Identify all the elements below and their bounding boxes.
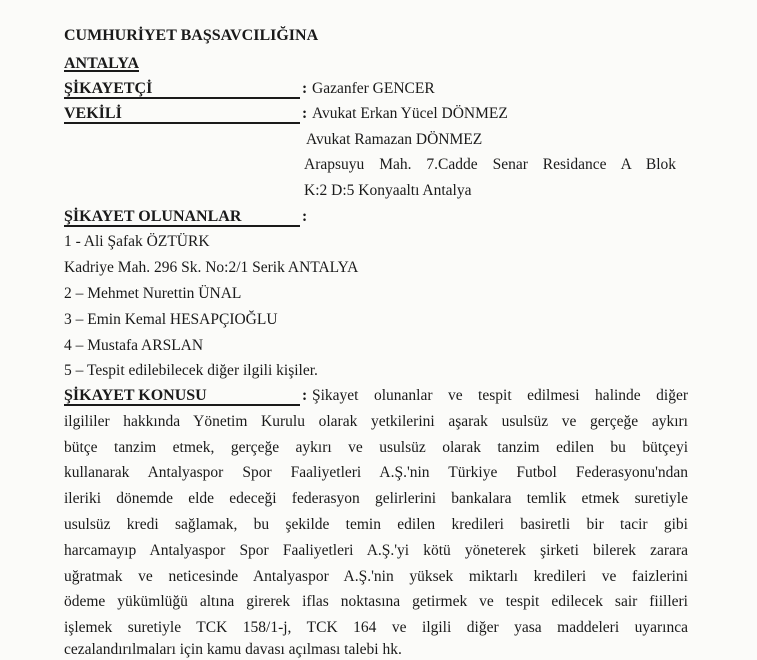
subject-line-6: usulsüz kredi sağlamak, bu şekilde temin edilen kredileri basiretli bir tacir gibi (64, 516, 688, 533)
accused-label: ŞİKAYET OLUNANLAR (64, 208, 242, 225)
subject-colon: : (302, 387, 308, 404)
office-heading: CUMHURİYET BAŞSAVCILIĞINA (64, 27, 319, 44)
subject-line-11: cezalandırılmaları için kamu davası açılması talebi hk. (64, 641, 402, 658)
subject-line-3: bütçe tanzim etmek, gerçeğe aykırı ve usulsüz olarak tanzim edilen bu bütçeyi (64, 439, 688, 456)
accused-colon: : (302, 208, 308, 225)
accused-item-1-address: Kadriye Mah. 296 Sk. No:2/1 Serik ANTALYA (64, 259, 359, 276)
subject-line-5: ileriki dönemde elde edeceği federasyon gelirlerini bankalara temlik etmek suretiyle (64, 490, 688, 507)
attorney-name-1: Avukat Erkan Yücel DÖNMEZ (312, 105, 508, 122)
complainant-label-underline (64, 97, 300, 99)
accused-label-underline (64, 225, 300, 227)
accused-item-1: 1 - Ali Şafak ÖZTÜRK (64, 233, 210, 250)
subject-label: ŞİKAYET KONUSU (64, 387, 207, 404)
subject-line-1: Şikayet olunanlar ve tespit edilmesi halinde diğer (312, 387, 688, 404)
subject-line-9: ödeme yükümlüğü altına girerek iflas noktasına getirmek ve tespit edilecek sair fiilleri (64, 593, 688, 610)
city-heading: ANTALYA (64, 55, 139, 72)
attorney-label: VEKİLİ (64, 105, 122, 122)
subject-line-7: harcamayıp Antalyaspor Spor Faaliyetleri A.Ş.'yi kötü yöneterek şirketi bilerek zarara (64, 542, 688, 559)
attorney-colon: : (302, 105, 308, 122)
subject-line-10: işlemek suretiyle TCK 158/1-j, TCK 164 ve ilgili diğer yasa maddeleri uyarınca (64, 619, 688, 636)
complainant-label: ŞİKAYETÇİ (64, 80, 153, 97)
subject-line-8: uğratmak ve neticesinde Antalyaspor A.Ş.'nin yüksek miktarlı kredileri ve faizlerini (64, 568, 688, 585)
complainant-colon: : (302, 80, 308, 97)
accused-item-5: 5 – Tespit edilebilecek diğer ilgili kişiler. (64, 362, 318, 379)
subject-label-underline (64, 404, 300, 406)
attorney-name-2: Avukat Ramazan DÖNMEZ (306, 131, 483, 148)
accused-item-4: 4 – Mustafa ARSLAN (64, 337, 204, 354)
complainant-name: Gazanfer GENCER (312, 80, 435, 97)
attorney-address-1: Arapsuyu Mah. 7.Cadde Senar Residance A Blok (304, 156, 676, 173)
subject-line-2: ilgililer hakkında Yönetim Kurulu olarak yetkilerini aşarak usulsüz ve gerçeğe aykırı (64, 413, 688, 430)
accused-item-3: 3 – Emin Kemal HESAPÇIOĞLU (64, 311, 278, 328)
attorney-label-underline (64, 122, 300, 124)
accused-item-2: 2 – Mehmet Nurettin ÜNAL (64, 285, 242, 302)
subject-line-4: kullanarak Antalyaspor Spor Faaliyetleri A.Ş.'nin Türkiye Futbol Federasyonu'ndan (64, 464, 688, 481)
attorney-address-2: K:2 D:5 Konyaaltı Antalya (304, 182, 472, 199)
